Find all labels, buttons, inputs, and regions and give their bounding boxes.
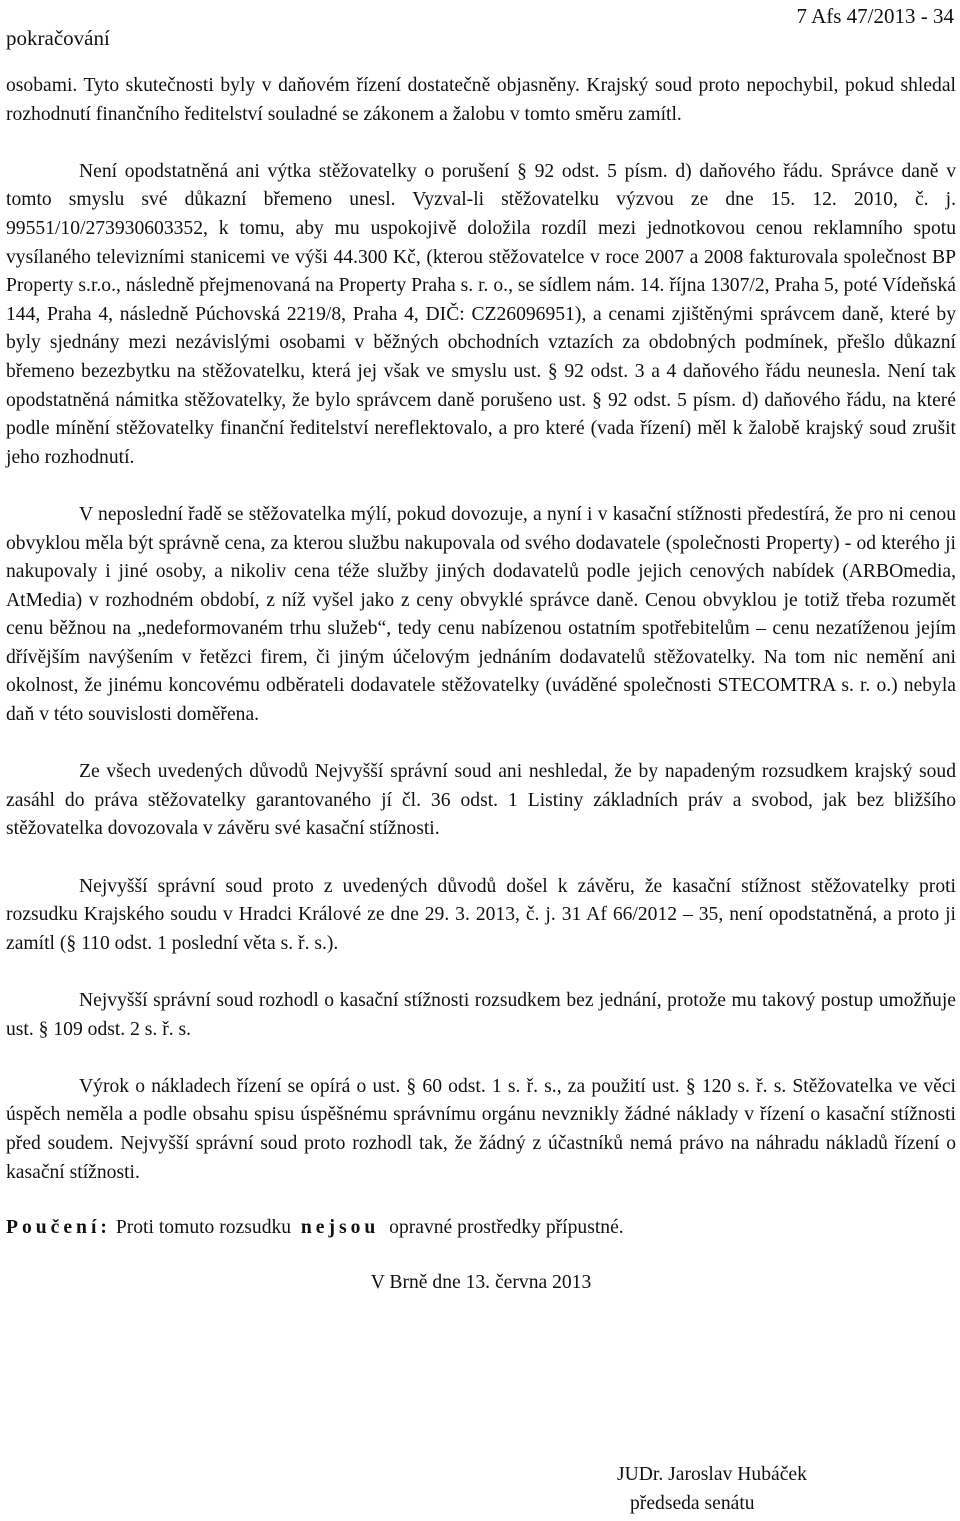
date-line: V Brně dne 13. června 2013: [370, 1271, 592, 1293]
paragraph-7: Výrok o nákladech řízení se opírá o ust. § 60 odst. 1 s. ř. s., za použití ust. § 120 s. ř. s. Stěžovatelka ve věci úspěch neměla a podle obsahu spisu úspěšnému správnímu orgánu nevznikly žádné náklady v řízení o kasační stížnosti před soudem. Nejvyšší správní soud proto rozhodl tak, že žádný z účastníků nemá právo na náhradu nákladů řízení o kasační stížnosti.: [6, 1075, 956, 1183]
instruction-emphasis: nejsou: [300, 1217, 380, 1239]
paragraph-2: Není opodstatněná ani výtka stěžovatelky o porušení § 92 odst. 5 písm. d) daňového řádu. Správce daně v tomto smyslu své důkazní břemeno unesl. Vyzval-li stěžovatelku výzvou ze dne 15. 12. 2010, č. j. 99551/10/273930603352, k tomu, aby mu uspokojivě doložila rozdíl mezi jednotkovou cenou reklamního spotu vysílaného televizními stanicemi ve výši 44.300 Kč, (kterou stěžovatelce v roce 2007 a 2008 fakturovala společnost BP Property s.r.o., následně přejmenovaná na Property Praha s. r. o., se sídlem nám. 14. října 1307/2, Praha 5, poté Vídeňská 144, Praha 4, následně Púchovská 2219/8, Praha 4, DIČ: CZ26096951), a cenami zjištěnými správcem daně, které by byly sjednány mezi nezávislými osobami v běžných obchodních vztazích za obdobných podmínek, přešlo důkazní břemeno bezezbytku na stěžovatelku, která jej však ve smyslu ust. § 92 odst. 3 a 4 daňového řádu neunesla. Není tak opodstatněná námitka stěžovatelky, že bylo správcem daně porušeno ust. § 92 odst. 5 písm. d) daňového řádu, na které podle mínění stěžovatelky finanční ředitelství nereflektovalo, a pro které (vada řízení) měl k žalobě krajský soud zrušit jeho rozhodnutí.: [6, 160, 956, 468]
paragraph-3: V neposlední řadě se stěžovatelka mýlí, pokud dovozuje, a nyní i v kasační stížnosti předestírá, že pro ni cenou obvyklou měla být správně cena, za kterou službu nakupovala od svého dodavatele (společnosti Property) - od kterého ji nakupovaly i jiné osoby, a nikoliv cena téže služby jiných dodavatelů podle jejich cenových nabídek (ARBOmedia, AtMedia) v rozhodném období, z níž vyšel jako z ceny obvyklé správce daně. Cenou obvyklou je totiž třeba rozumět cenu běžnou na „nedeformovaném trhu služeb“, tedy cenu nabízenou ostatním spotřebitelům – cenu nezatíženou jejím dřívějším navýšením v řetězci firem, či jiným účelovým jednáním dodavatelů stěžovatelky. Na tom nic nemění ani okolnost, že jinému koncovému odběrateli dodavatele stěžovatelky (uváděné společnosti STECOMTRA s. r. o.) nebyla daň v této souvislosti doměřena.: [6, 503, 956, 726]
paragraph-5: Nejvyšší správní soud proto z uvedených důvodů došel k závěru, že kasační stížnost stěžovatelky proti rozsudku Krajského soudu v Hradci Králové ze dne 29. 3. 2013, č. j. 31 Af 66/2012 – 35, není opodstatněná, a proto ji zamítl (§ 110 odst. 1 poslední věta s. ř. s.).: [6, 875, 956, 954]
paragraph-4: Ze všech uvedených důvodů Nejvyšší správní soud ani neshledal, že by napadeným rozsudkem krajský soud zasáhl do práva stěžovatelky garantovaného jí čl. 36 odst. 1 Listiny základních práv a svobod, jak bez bližšího stěžovatelka dovozovala v závěru své kasační stížnosti.: [6, 761, 956, 840]
instruction-text-after: opravné prostředky přípustné.: [389, 1217, 624, 1239]
signature-role: předseda senátu: [630, 1493, 755, 1514]
continuation-label: pokračování: [6, 26, 110, 50]
instruction-label: Poučení:: [6, 1217, 111, 1239]
file-number: 7 Afs 47/2013 - 34: [796, 4, 954, 28]
appeal-instruction: [6, 1214, 956, 1243]
instruction-text-before: Proti tomuto rozsudku: [115, 1217, 292, 1239]
signature-block: [617, 1460, 807, 1518]
signature-name: JUDr. Jaroslav Hubáček: [617, 1464, 807, 1485]
document-body: [6, 72, 956, 1327]
paragraph-6: Nejvyšší správní soud rozhodl o kasační stížnosti rozsudkem bez jednání, protože mu takový postup umožňuje ust. § 109 odst. 2 s. ř. s.: [6, 990, 956, 1040]
paragraph-1: osobami. Tyto skutečnosti byly v daňovém řízení dostatečně objasněny. Krajský soud proto nepochybil, pokud shledal rozhodnutí finančního ředitelství souladné se zákonem a žalobu v tomto směru zamítl.: [6, 75, 956, 125]
